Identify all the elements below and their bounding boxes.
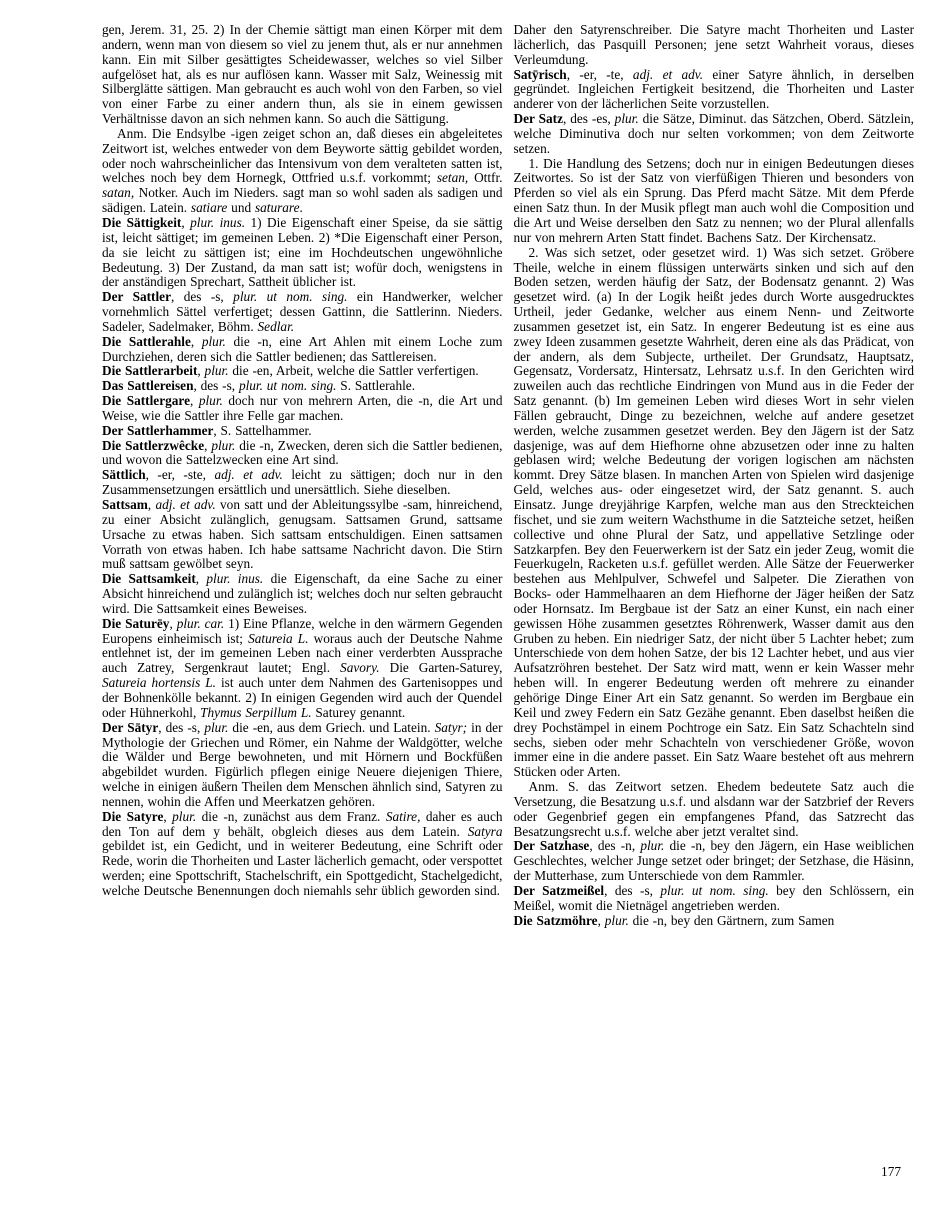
entry-text: die Eigenschaft, da eine Sache zu einer Absicht hinreichend und zulänglich ist; welches doch nur selten gebraucht wird. Die Sattsamkeit eines Beweises.	[102, 571, 503, 616]
entry-text: setan,	[436, 170, 469, 186]
entry-text: die -en, aus dem Griech. und Latein.	[228, 719, 435, 735]
entry-text: adj. et adv.	[632, 66, 704, 82]
entry-text: einer Satyre ähnlich, in derselben gegründet. Ingleichen Fertigkeit besitzend, die Thorheiten und Laster anderer von der lächerlichen Seite vorzustellen.	[513, 66, 914, 112]
entry-text: .	[299, 200, 303, 216]
entry-text: plur. car.	[176, 615, 225, 631]
headword: Die Satzmöhre	[513, 912, 598, 928]
entry-text: Die Garten-Saturey,	[379, 660, 503, 676]
entry-paragraph	[102, 498, 503, 572]
entry-text: adj. et adv.	[214, 467, 283, 483]
entry-text: , -er, -te,	[566, 66, 633, 82]
headword: Sattsam	[102, 497, 148, 512]
headword: Die Sättigkeit	[102, 214, 182, 230]
entry-paragraph	[102, 572, 503, 617]
entry-text: Saturey genannt.	[311, 704, 406, 720]
entry-text: von satt und der Ableitungssylbe -sam, hinreichend, zu einer Absicht zulänglich, genugsam. Sattsamen Grund, sattsame Ursache zu etwas haben. Sich sattsam entschuldigen. Einen sattsamen Vorrath von etwas haben. Ich habe sattsame Nachricht davon. Die Stirn muß sattsam gewölbet seyn.	[102, 497, 503, 572]
entry-text: 1. Die Handlung des Setzens; doch nur in einigen Bedeutungen dieses Zeitwortes. So ist der Satz von vierfüßigen Thieren und besonders von Pferden so viel als ein Sprung. Das Pferd macht Sätze. Mit dem Pferde einen Satz thun. In der Musik pflegt man auch wohl die Composition und die Art und Weise derselben den Satz zu nennen; wo der Plural allenfalls nur von mehrern Arten Statt findet. Bachens Satz. Der Kirchensatz.	[513, 155, 914, 245]
entry-text: adj. et adv.	[155, 497, 216, 512]
entry-text: plur. ut nom. sing.	[238, 378, 337, 394]
entry-text: ,	[195, 571, 207, 587]
headword: Die Sattlergare	[102, 393, 190, 409]
entry-paragraph	[102, 127, 503, 216]
entry-text: plur.	[211, 437, 236, 453]
entry-paragraph	[102, 290, 503, 335]
entry-text: , S. Sattelhammer.	[213, 422, 312, 438]
entry-text: plur.	[640, 838, 665, 854]
entry-text: die Sätze, Diminut. das Sätzchen, Oberd. Sätzlein, welche Diminutiva doch nur selten vorkommen; von dem Zeitworte setzen.	[513, 111, 914, 156]
entry-paragraph	[514, 246, 915, 780]
entry-text: Sedlar.	[257, 318, 295, 334]
entry-text: ,	[204, 437, 212, 453]
entry-text: S. Sattlerahle.	[336, 378, 416, 394]
page-number: 177	[881, 1164, 901, 1179]
entry-text: saturare	[254, 200, 300, 216]
entry-text: woraus auch der Deutsche Nahme entlehnet ist, der im gemeinen Leben nach einer verderbten Aussprache auch Zatrey, Sergenkraut lautet; Engl.	[102, 630, 503, 676]
entry-text: die -en, Arbeit, welche die Sattler verfertigen.	[228, 363, 479, 379]
entry-text: daher es auch den Ton auf dem y behält, obgleich dieses aus dem Latein.	[102, 808, 503, 839]
entry-text: die -n, zunächst aus dem Franz.	[196, 808, 386, 824]
entry-paragraph	[102, 379, 503, 394]
column-right	[514, 23, 915, 928]
entry-text: doch nur von mehrern Arten, die -n, die Art und Weise, wie die Sattler ihre Felle gar machen.	[102, 393, 503, 423]
entry-paragraph	[102, 335, 503, 365]
entry-text: die -n, Zwecken, deren sich die Sattler bedienen, und wovon die Sattelzwecken eine Art sind.	[102, 437, 503, 468]
headword: Der Sattlerhammer	[102, 422, 214, 438]
entry-text: ,	[181, 214, 191, 230]
entry-text: ein Handwerker, welcher vornehmlich Sättel verfertiget; dessen Gattinn, die Sattlerinn. Nieders. Sadeler, Sadelmaker, Böhm.	[102, 289, 503, 334]
entry-paragraph	[514, 157, 915, 246]
headword: Die Saturēy	[102, 615, 170, 631]
entry-paragraph	[514, 68, 915, 113]
entry-paragraph	[102, 721, 503, 810]
headword: Der Sattler	[102, 289, 171, 305]
headword: Das Sattlereisen	[102, 378, 194, 394]
column-left	[102, 23, 503, 928]
entry-paragraph	[102, 468, 503, 498]
entry-text: Satyra	[467, 823, 503, 839]
entry-text: Notker. Auch im Nieders. sagt man so wohl saden als sadigen und sädigen. Latein.	[102, 185, 503, 216]
entry-text: Satire,	[385, 808, 421, 824]
entry-text: plur.	[614, 111, 639, 127]
entry-paragraph	[514, 112, 915, 157]
headword: Die Satyre	[102, 808, 164, 824]
entry-text: Satureia L.	[248, 630, 309, 646]
entry-text: plur. inus.	[206, 571, 264, 587]
entry-paragraph	[102, 394, 503, 424]
headword: Sättlich	[102, 467, 146, 483]
entry-paragraph	[102, 439, 503, 469]
entry-text: , des -n,	[589, 838, 641, 854]
entry-text: 2. Was sich setzet, oder gesetzet wird. 1) Was sich setzet. Gröbere Theile, welche in einem flüssigen unterwärts sinken und sich auf den Boden setzen, werden häufig der Satz, der Bodensatz genannt. 2) Was gesetzet wird. (a) In der Logik heißt jedes durch Worte ausgedrucktes Urtheil, jeder Gedanke, welcher aus einem Nenn- und Zeitworte zusammen gesetzet ist, ein Satz. In engerer Bedeutung ist es eine aus zwey Ideen zusammen gesetzte Wahrheit, deren eine als das Prädicat, von der andern, als dem Subjecte, urtheilet. Der Grundsatz, Hauptsatz, Gegensatz, Vordersatz, Hintersatz, Lehrsatz u.s.f. In den Gerichten wird zuweilen auch das rechtliche Eindringen von Mund aus in die Feder der Satz genannt. (b) Im gemeinen Leben wird dieses Wort in sehr vielen Fällen gebraucht, Dinge zu bezeichnen, welche auf andere gesetzet werden, welche zusammen gesetzet werden. Bey den Jägern ist der Satz dasjenige, was auf dem Hiefhorne ohne abzusetzen oder inne zu halten geblasen wird; welche Bedeutung der vorigen logischen am nächsten kommt. Drey Sätze blasen. In manchen Arten von Spielen wird dasjenige Geld, welches aus- oder eingesetzet wird, der Satz genannt. S. auch Einsatz. Junge dreyjährige Karpfen, welche man aus den Streckteichen fischet, und sie zum weitern Wachsthume in die Satzteiche setzet, heißen collective und ohne Plural der Satz, und appellative Setzlinge oder Satzkarpfen. Bey den Feuerwerkern ist der Satz ein jeder Zeug, womit die Feuerkugeln, Racketen u.s.f. gefüllet werden. Alle Sätze der Feuerwerker bestehen aus Mehlpulver, Schwefel und Salpeter. Die Zierathen von Bocks- oder Hammelhaaren an dem Hiefhorne der Jäger heißen der Satz oder Hornsatz. Im Bergbaue ist der Satz an einer Kunst, ein nach einer gewissen Höhe zusammen gesetztes Röhrenwerk, Wasser damit aus den Gruben zu heben. Ein niedriger Satz, der nicht über 5 Lachter hebet; zum Unterschiede von dem hohen Satze, der bis 12 Lachter hebet, und aus vier Aufsatzröhren bestehet. Der Satz wird matt, wenn er kein Wasser mehr heben will. In engerer Bedeutung werden oft mehrere zu einander gehörige Dinge Einer Art ein Satz genannt. So werden im Bergbaue ein Keil und zwey Federn ein Satz Gezähe genannt. Eben daselbst heißen die drey Pochstämpel in einem Pochtroge ein Satz. Ein Satz Schachteln sind sechs, sieben oder mehr Schachteln von verschiedener Größe, wovon immer eine in die andere passet. Ein Satz Waare bestehet oft aus mehrern Stücken oder Arten.	[513, 244, 914, 780]
entry-text: 1) Die Eigenschaft einer Speise, da sie sättig ist, leicht sättiget; im gemeinen Leben. 2) *Die Eigenschaft einer Person, da sie leicht zu sättigen ist; eine im Hochdeutschen ungewöhnliche Bedeutung. 3) Der Zustand, da man satt ist; wofür doch, wenigstens in der anständigen Sprechart, Sattheit üblicher ist.	[102, 214, 503, 290]
entry-text: ,	[189, 393, 199, 409]
entry-text: in der Mythologie der Griechen und Römer, ein Nahme der Waldgötter, welche die Wälder und Berge bewohneten, und mit Hörnern und Bockfüßen abgebildet wurden. Figürlich pflegen einige Neuere diejenigen Thiere, welche in einigen äußern Theilen dem Menschen ähnlich sind, Satyren zu nennen, wohin die Affen und Meerkatzen gehören.	[102, 719, 503, 809]
entry-text: Daher den Satyrenschreiber. Die Satyre macht Thorheiten und Laster lächerlich, das Pasquill Personen; jene setzt Wahrheit voraus, dieses Verleumdung.	[513, 22, 914, 67]
entry-text: Satureia hortensis L.	[102, 675, 216, 691]
entry-text: ,	[190, 333, 202, 349]
entry-text: ,	[197, 363, 205, 379]
entry-text: leicht zu sättigen; doch nur in den Zusammensetzungen ersättlich und unersättlich. Siehe dieselben.	[102, 467, 503, 498]
entry-text: plur. ut nom. sing.	[660, 882, 769, 898]
entry-text: satiare	[190, 200, 228, 216]
entry-text: die -n, bey den Jägern, ein Hase weiblichen Geschlechtes, welcher Junge setzet oder bringet; der Setzhase, die Häsinn, der Mutterhase, zum Unterschiede von dem Rammler.	[513, 838, 914, 884]
entry-text: gen, Jerem. 31, 25. 2) In der Chemie sättigt man einen Körper mit dem andern, wenn man von diesem so viel zu jenem thut, als er nur annehmen kann. Ein mit Silber gesättigtes Scheidewasser, welches so viel Silber aufgelöset hat, als es nur auflösen kann. Wasser mit Salz, Weinessig mit Silberglätte sättigen. Man gebraucht es auch wohl von den Farben, so viel von einer Farbe zu einer andern thun, als sie in einem gewissen Verhältnisse davon an sich nehmen kann. So auch die Sättigung.	[102, 22, 503, 127]
entry-text: bey den Schlössern, ein Meißel, womit die Nietnägel angetrieben werden.	[513, 882, 915, 913]
headword: Satȳrisch	[513, 66, 567, 82]
entry-text: satan,	[102, 185, 135, 201]
entry-text: ,	[597, 912, 605, 928]
entry-paragraph	[514, 780, 915, 839]
entry-text: plur.	[204, 363, 229, 379]
headword: Die Sattlerzwêcke	[102, 437, 205, 453]
entry-paragraph	[514, 884, 915, 914]
entry-text: die -n, bey den Gärtnern, zum Samen	[628, 912, 835, 928]
entry-paragraph	[102, 810, 503, 899]
text-columns	[102, 23, 914, 928]
entry-paragraph	[514, 23, 915, 68]
entry-paragraph	[102, 617, 503, 721]
entry-text: ,	[147, 497, 156, 512]
entry-text: ist auch unter dem Nahmen des Gartenisoppes und der Bohnenkölle bekannt. 2) In einigen Gegenden wird auch der Quendel oder Hühnerkohl,	[102, 675, 503, 720]
entry-paragraph	[102, 23, 503, 127]
entry-text: , des -s,	[604, 882, 661, 898]
entry-text: die -n, eine Art Ahlen mit einem Loche zum Durchziehen, deren sich die Sattler bedienen; das Sattlereisen.	[102, 333, 503, 364]
headword: Die Sattlerarbeit	[102, 363, 198, 379]
entry-paragraph	[102, 216, 503, 290]
entry-text: und	[227, 200, 255, 216]
entry-text: Savory.	[340, 660, 380, 676]
entry-text: plur.	[604, 912, 629, 928]
entry-text: plur. ut nom. sing.	[233, 289, 348, 305]
entry-text: plur. inus.	[190, 214, 246, 230]
entry-text: plur.	[172, 808, 197, 824]
entry-text: plur.	[198, 393, 223, 409]
headword: Die Sattlerahle	[102, 333, 191, 349]
entry-paragraph	[514, 914, 915, 929]
entry-text: 1) Eine Pflanze, welche in den wärmern Gegenden Europens einheimisch ist;	[102, 615, 503, 646]
entry-text: , des -s,	[158, 719, 205, 735]
entry-text: , des -s,	[170, 289, 234, 305]
entry-text: plur.	[201, 333, 226, 349]
entry-paragraph	[102, 424, 503, 439]
entry-text: plur.	[204, 719, 229, 735]
headword: Der Satz	[513, 111, 563, 127]
entry-text: Anm. S. das Zeitwort setzen. Ehedem bedeutete Satz auch die Versetzung, die Besatzung u.s.f. und alsdann war der Satzbrief der Revers oder Gegenbrief gegen ein empfangenes Pfand, das Satzrecht das Besatzungsrecht u.s.f. welche aber jetzt veraltet sind.	[513, 779, 914, 839]
headword: Der Satzhase	[513, 838, 590, 854]
entry-text: , des -s,	[193, 378, 239, 394]
entry-paragraph	[102, 364, 503, 379]
entry-text: ,	[169, 615, 177, 631]
entry-text: Anm. Die Endsylbe -igen zeiget schon an, daß dieses ein abgeleitetes Zeitwort ist, welches entweder von dem Beyworte sättig gebildet worden, oder noch wahrscheinlicher das Intensivum von dem veralteten satten ist, welches noch bey dem Hornegk, Ottfried u.s.f. vorkommt;	[102, 125, 503, 186]
entry-paragraph	[514, 839, 915, 884]
entry-text: Ottfr.	[468, 170, 503, 186]
entry-text: Satyr;	[434, 719, 468, 735]
headword: Der Sātyr	[102, 719, 159, 735]
entry-text: Thymus Serpillum L.	[200, 704, 312, 720]
entry-text: , -er, -ste,	[145, 467, 215, 483]
entry-text: , des -es,	[562, 111, 615, 127]
headword: Der Satzmeißel	[513, 882, 605, 898]
entry-text: ,	[163, 808, 173, 824]
entry-text: gebildet ist, ein Gedicht, und in weiterer Bedeutung, eine Schrift oder Rede, worin die Thorheiten und Laster lächerlich gemacht, oder verspottet werden; eine Spottschrift, Stachelschrift, ein Spottgedicht, Stachelgedicht, welche Deutsche Benennungen doch niemahls sehr üblich geworden sind.	[102, 838, 503, 898]
headword: Die Sattsamkeit	[102, 571, 196, 587]
